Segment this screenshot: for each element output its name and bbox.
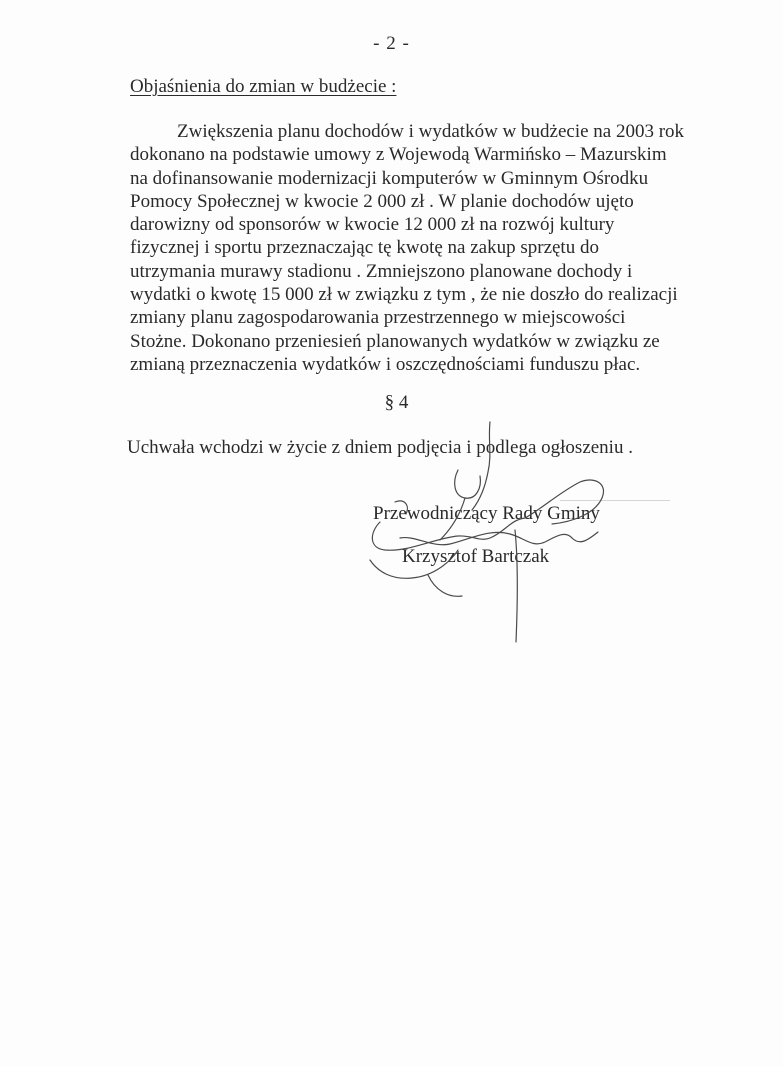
page-number: - 2 - (373, 33, 410, 54)
paragraph-line: wydatki o kwotę 15 000 zł w związku z tym , że nie doszło do realizacji (130, 284, 678, 306)
paragraph-line: na dofinansowanie modernizacji komputerów w Gminnym Ośrodku (130, 167, 649, 189)
paragraph-line: darowizny od sponsorów w kwocie 12 000 zł na rozwój kultury (130, 214, 615, 236)
paragraph-line: zmiany planu zagospodarowania przestrzennego w miejscowości (130, 307, 626, 329)
signatory-name: Krzysztof Bartczak (402, 546, 550, 567)
body-paragraph (130, 120, 710, 376)
signatory-title: Przewodniczący Rady Gminy (373, 503, 600, 524)
paragraph-line: Zwiększenia planu dochodów i wydatków w budżecie na 2003 rok (177, 121, 685, 142)
paragraph-line: Pomocy Społecznej w kwocie 2 000 zł . W planie dochodów ujęto (130, 190, 634, 212)
closing-statement: Uchwała wchodzi w życie z dniem podjęcia i podlega ogłoszeniu . (127, 437, 633, 458)
paragraph-line: Stożne. Dokonano przeniesień planowanych wydatków w związku ze (130, 330, 660, 352)
paragraph-line: fizycznej i sportu przeznaczając tę kwotę na zakup sprzętu do (130, 237, 599, 259)
paragraph-line: dokonano na podstawie umowy z Wojewodą Warmińsko – Mazurskim (130, 144, 667, 166)
paragraph-line: zmianą przeznaczenia wydatków i oszczędnościami funduszu płac. (130, 353, 641, 375)
section-mark: § 4 (384, 392, 409, 413)
section-heading: Objaśnienia do zmian w budżecie : (130, 76, 397, 97)
signature-line (560, 500, 670, 501)
paragraph-line: utrzymania murawy stadionu . Zmniejszono planowane dochody i (130, 260, 633, 282)
